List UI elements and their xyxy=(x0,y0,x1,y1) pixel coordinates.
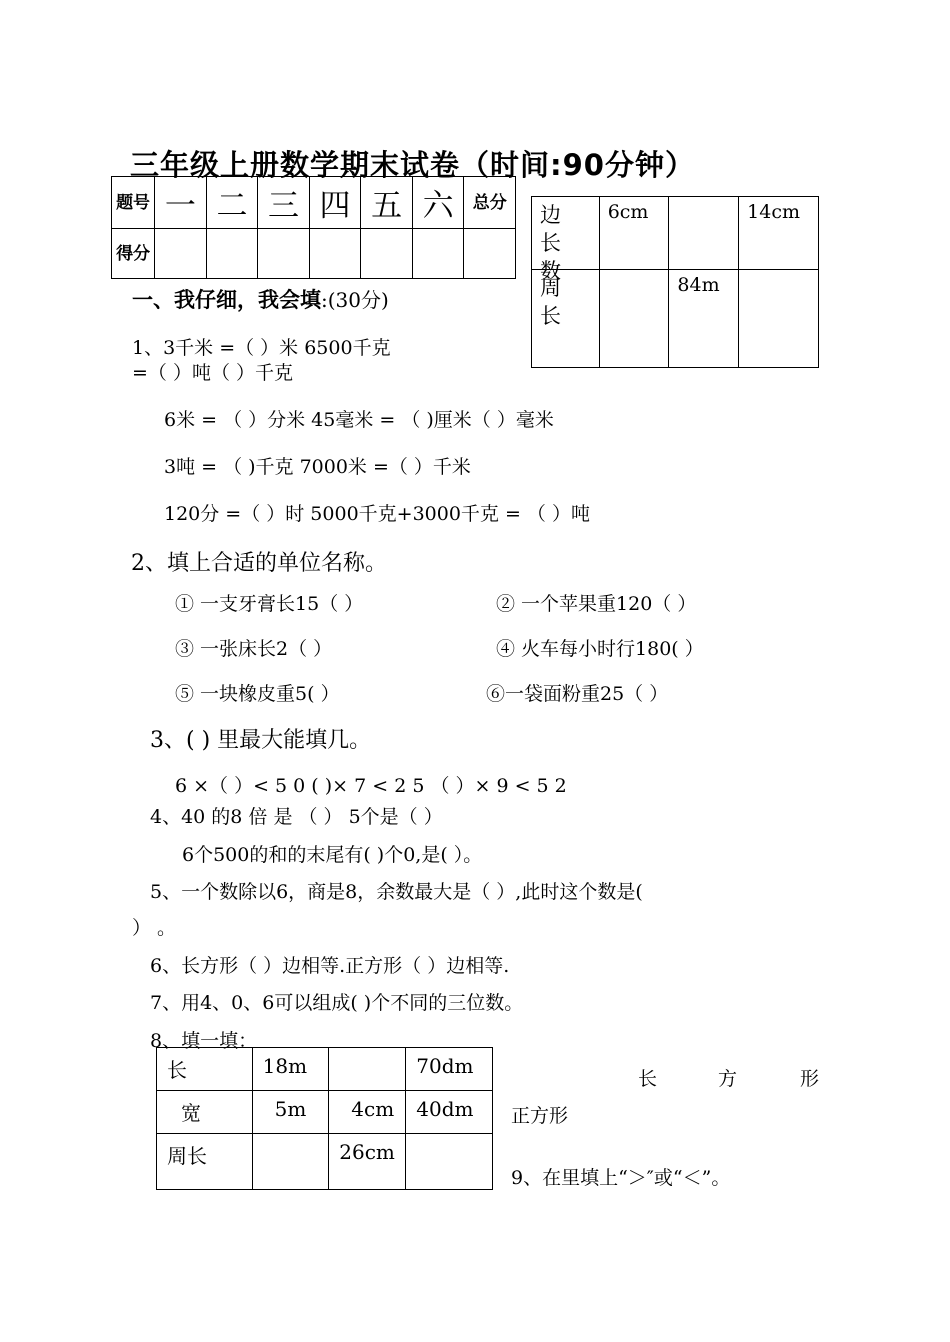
q2-item-1: ① 一支牙膏长15（ ） xyxy=(175,593,364,615)
perimeter-label: 周长 xyxy=(540,276,561,328)
table-cell: 5m xyxy=(252,1091,329,1134)
score-cell xyxy=(361,229,413,279)
side-length-label: 边长数 xyxy=(540,203,561,283)
table-cell: 18m xyxy=(252,1048,329,1091)
score-cell xyxy=(412,229,464,279)
rectangle-table xyxy=(156,1047,493,1190)
score-cell xyxy=(258,229,310,279)
score-col-4: 四 xyxy=(309,177,361,229)
width-label: 宽 xyxy=(157,1091,253,1134)
q5-line-2: ） 。 xyxy=(132,917,177,939)
perimeter-label: 周长 xyxy=(157,1134,253,1190)
length-label: 长 xyxy=(157,1048,253,1091)
rectangle-label-char-2: 方 xyxy=(718,1068,738,1090)
score-cell xyxy=(155,229,207,279)
table-cell: 26cm xyxy=(329,1134,406,1190)
score-cell xyxy=(464,229,516,279)
table-cell xyxy=(329,1048,406,1091)
q5-line-1: 5、一个数除以6，商是8，余数最大是（ ）,此时这个数是( xyxy=(150,881,643,903)
table-cell: 84m xyxy=(669,270,739,368)
q4-line-2: 6个500的和的末尾有( )个0,是( ）。 xyxy=(182,844,483,866)
table-cell: 6cm xyxy=(599,197,669,270)
q1-line-1: 1、3千米 =（ ）米 6500千克 xyxy=(132,337,391,359)
q2-heading: 2、填上合适的单位名称。 xyxy=(131,551,387,576)
q7-text: 7、用4、0、6可以组成( )个不同的三位数。 xyxy=(150,992,524,1014)
q2-item-3: ③ 一张床长2（ ） xyxy=(175,638,333,660)
q6-text: 6、长方形（ ）边相等.正方形（ ）边相等. xyxy=(150,955,510,977)
rectangle-label-char-3: 形 xyxy=(800,1068,820,1090)
rectangle-label-char-1: 长 xyxy=(638,1068,658,1090)
q3-line: 6 ×（ ）< 5 0 ( )× 7 < 2 5 （ ）× 9 < 5 2 xyxy=(175,775,567,797)
score-col-6: 六 xyxy=(412,177,464,229)
table-cell xyxy=(599,270,669,368)
q3-heading: 3、( ) 里最大能填几。 xyxy=(150,728,372,753)
score-col-1: 一 xyxy=(155,177,207,229)
score-cell xyxy=(309,229,361,279)
table-cell: 40dm xyxy=(406,1091,493,1134)
q2-item-5: ⑤ 一块橡皮重5( ） xyxy=(175,683,340,705)
page-title: 三年级上册数学期末试卷（时间:90分钟） xyxy=(130,148,695,182)
score-table xyxy=(111,176,516,279)
table-cell xyxy=(406,1134,493,1190)
table-cell xyxy=(739,270,819,368)
question-number-label: 题号 xyxy=(112,177,155,229)
q2-item-2: ② 一个苹果重120（ ） xyxy=(496,593,697,615)
q2-item-4: ④ 火车每小时行180( ） xyxy=(496,638,704,660)
q4-line-1: 4、40 的8 倍 是 （ ） 5个是（ ） xyxy=(150,806,443,828)
table-cell: 70dm xyxy=(406,1048,493,1091)
score-col-2: 二 xyxy=(206,177,258,229)
q9-text: 9、在里填上“＞″或“＜”。 xyxy=(511,1167,731,1189)
q1-line-2: 6米 = （ ）分米 45毫米 = （ )厘米（ ）毫米 xyxy=(164,409,554,431)
q1-line-3: 3吨 = （ )千克 7000米 =（ ）千米 xyxy=(164,456,471,478)
section-1-heading: 一、我仔细，我会填:(30分) xyxy=(132,288,389,312)
score-label: 得分 xyxy=(112,229,155,279)
total-label: 总分 xyxy=(464,177,516,229)
table-cell: 14cm xyxy=(739,197,819,270)
q8-heading: 8、填一填： xyxy=(150,1030,258,1052)
q1-line-4: 120分 =（ ）时 5000千克+3000千克 = （ ）吨 xyxy=(164,503,590,525)
square-table xyxy=(531,196,819,368)
table-cell: 4cm xyxy=(329,1091,406,1134)
table-cell xyxy=(669,197,739,270)
table-cell xyxy=(252,1134,329,1190)
square-label: 正方形 xyxy=(511,1105,569,1127)
q2-item-6: ⑥一袋面粉重25（ ） xyxy=(486,683,669,705)
score-col-5: 五 xyxy=(361,177,413,229)
score-cell xyxy=(206,229,258,279)
q1-line-1b: =（ ）吨（ ）千克 xyxy=(132,362,293,384)
score-col-3: 三 xyxy=(258,177,310,229)
